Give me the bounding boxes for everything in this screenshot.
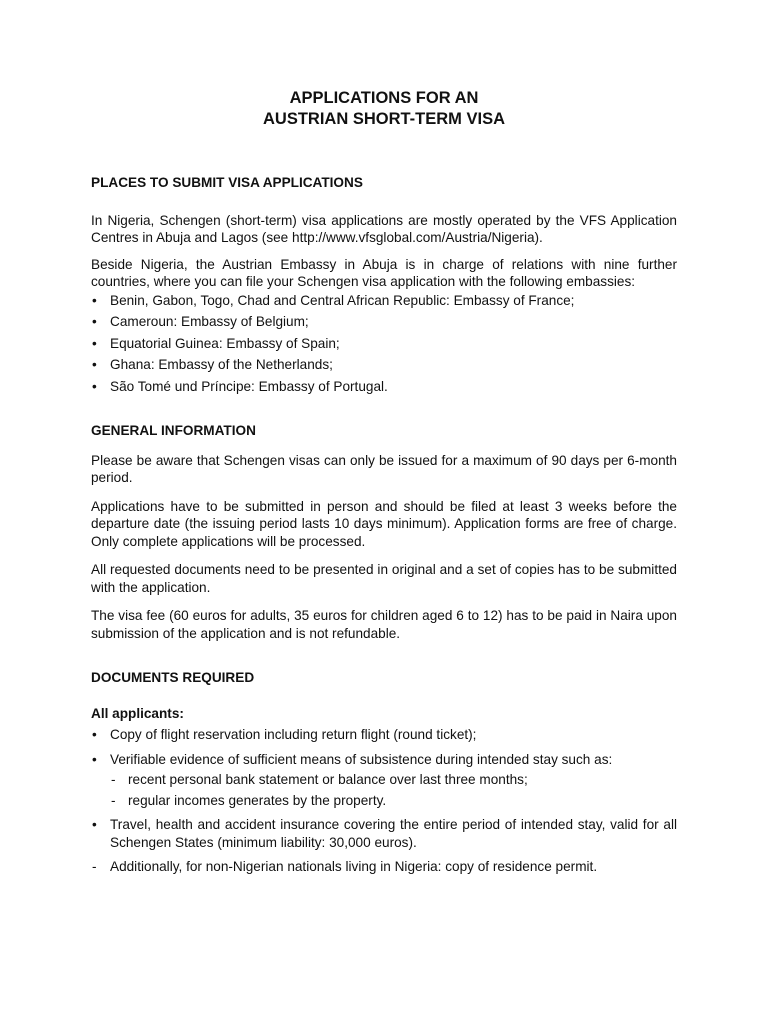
bullet-icon: • (92, 727, 97, 742)
list-item: • Copy of flight reservation including return flight (round ticket); (92, 727, 477, 742)
dash-icon: - (111, 792, 116, 808)
document-title (91, 88, 677, 130)
title-line-1: APPLICATIONS FOR AN (289, 89, 479, 107)
bullet-icon: • (92, 357, 97, 372)
bullet-icon: • (92, 314, 97, 329)
list-sub-item: - regular incomes generates by the property. (111, 792, 387, 808)
list-sub-item: - recent personal bank statement or balance over last three months; (111, 772, 528, 787)
bullet-icon: • (92, 292, 97, 308)
list-item: • Equatorial Guinea: Embassy of Spain; (92, 335, 340, 351)
list-item: - Additionally, for non-Nigerian nationals living in Nigeria: copy of residence permit. (92, 859, 598, 874)
applicants-subheading: All applicants: (91, 705, 184, 721)
list-item: • Cameroun: Embassy of Belgium; (92, 314, 309, 329)
title-line-2: AUSTRIAN SHORT-TERM VISA (262, 110, 505, 128)
document-content (91, 88, 677, 876)
places-paragraph-2: Beside Nigeria, the Austrian Embassy in Abuja is in charge of relations with nine further countries, where you can file your Schengen visa application with the following embassies: (91, 256, 677, 289)
list-item: • São Tomé und Príncipe: Embassy of Portugal. (92, 378, 388, 394)
list-item: • Benin, Gabon, Togo, Chad and Central African Republic: Embassy of France; (92, 292, 575, 308)
general-heading: GENERAL INFORMATION (91, 423, 256, 438)
bullet-icon: • (92, 751, 97, 767)
embassy-list (91, 292, 677, 396)
dash-icon: - (111, 772, 116, 787)
general-paragraph-4: The visa fee (60 euros for adults, 35 euros for children aged 6 to 12) has to be paid in Naira upon submission of the application and is not refundable. (91, 608, 677, 641)
general-paragraph-2: Applications have to be submitted in person and should be filed at least 3 weeks before the departure date (the issuing period lasts 10 days minimum). Application forms are free of charge. Only complete applications will be processed. (91, 498, 677, 549)
documents-heading: DOCUMENTS REQUIRED (91, 670, 255, 685)
general-paragraph-1: Please be aware that Schengen visas can only be issued for a maximum of 90 days per 6-month period. (91, 452, 677, 485)
bullet-icon: • (92, 335, 97, 351)
bullet-icon: • (92, 817, 97, 832)
places-paragraph-1: In Nigeria, Schengen (short-term) visa applications are mostly operated by the VFS Application Centres in Abuja and Lagos (see http://www.vfsglobal.com/Austria/Nigeria). (91, 212, 677, 245)
general-paragraph-3: All requested documents need to be presented in original and a set of copies has to be submitted with the application. (91, 562, 677, 595)
list-item: • Travel, health and accident insurance covering the entire period of intended stay, valid for all Schengen States (minimum liability: 30,000 euros). (92, 817, 677, 850)
list-item: • Ghana: Embassy of the Netherlands; (92, 357, 333, 372)
dash-icon: - (92, 859, 97, 874)
list-item: • Verifiable evidence of sufficient means of subsistence during intended stay such as: (92, 751, 613, 767)
places-heading: PLACES TO SUBMIT VISA APPLICATIONS (91, 175, 363, 190)
documents-list (91, 726, 677, 876)
bullet-icon: • (92, 378, 97, 394)
